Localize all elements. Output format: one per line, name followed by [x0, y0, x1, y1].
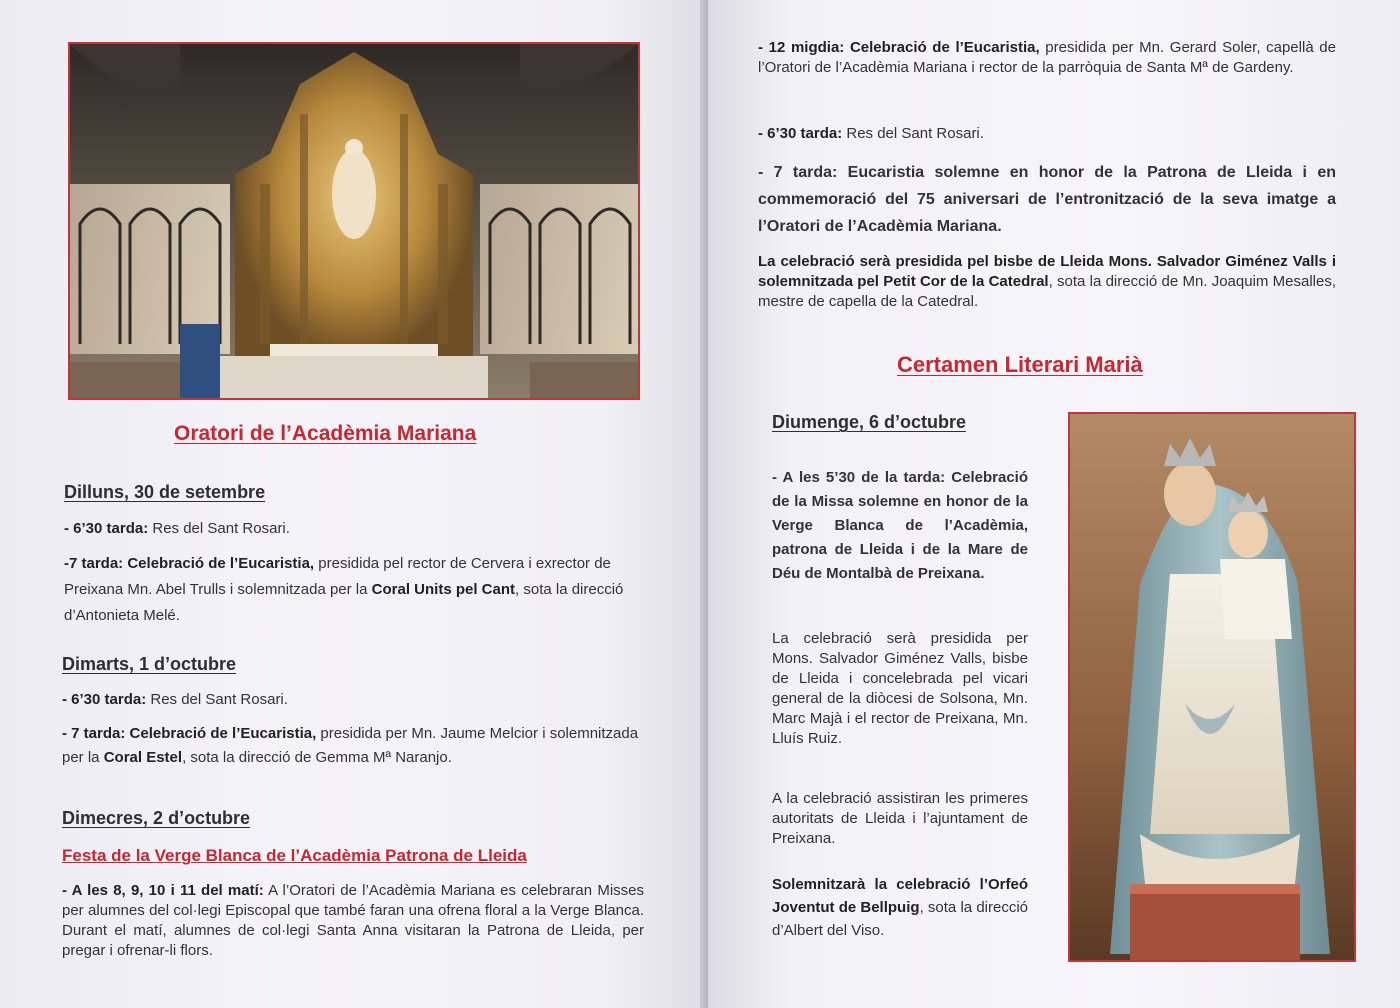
- day-heading-monday: Dilluns, 30 de setembre: [64, 482, 266, 502]
- noon-eucharist: - 12 migdia: Celebració de l’Eucaristia, presidida per Mn. Gerard Soler, capellà de l’Oratori de l’Acadèmia Mariana i rector de la parròquia de Santa Mª de Gardeny.: [758, 39, 1336, 76]
- choir-name: Coral Estel: [103, 749, 183, 766]
- right-page: [708, 0, 1400, 1008]
- festa-subtitle: Festa de la Verge Blanca de l’Acadèmia Patrona de Lleida: [62, 846, 527, 865]
- solemn-eucharist: - 7 tarda: Eucaristia solemne en honor de la Patrona de Lleida i en commemoració del 75 aniversari de l’entronització de la seva imatge a l’Oratori de l’Acadèmia Mariana.: [758, 164, 1336, 235]
- tuesday-eucharist: - 7 tarda: Celebració de l’Eucaristia, presidida per Mn. Jaume Melcior i solemnitzada per la Coral Estel, sota la direcció de Gemma Mª Naranjo.: [62, 725, 639, 766]
- time-label: - 6’30 tarda:: [758, 125, 843, 142]
- sunday-mass: - A les 5’30 de la tarda: Celebració de la Missa solemne en honor de la Verge Blanca de l’Acadèmia, patrona de Lleida i de la Mare de Déu de Montalbà de Preixana.: [772, 469, 1028, 582]
- day-heading-tuesday: Dimarts, 1 d’octubre: [62, 654, 237, 674]
- time-label: - 12 migdia: Celebració de l’Eucaristia,: [758, 39, 1040, 56]
- time-label: - A les 8, 9, 10 i 11 del matí:: [62, 882, 264, 899]
- celebration-info: La celebració serà presidida per Mons. Salvador Giménez Valls, bisbe de Lleida i concelebrada pel vicari general de la diòcesi de Solsona, Mn. Marc Majà i el rector de Preixana, Mn. Lluís Ruiz.: [772, 630, 1028, 747]
- time-label: -7 tarda: Celebració de l’Eucaristia,: [64, 555, 315, 572]
- evening-rosary: - 6’30 tarda: Res del Sant Rosari.: [758, 125, 984, 142]
- time-label: - 7 tarda: Celebració de l’Eucaristia,: [62, 725, 317, 742]
- virgin-statue-photo: [1068, 412, 1356, 962]
- oratori-title: Oratori de l’Acadèmia Mariana: [174, 422, 477, 445]
- time-label: - 6’30 tarda:: [62, 691, 147, 708]
- authorities-info: A la celebració assistiran les primeres autoritats de Lleida i l’ajuntament de Preixana.: [772, 790, 1028, 847]
- time-label: - 7 tarda:: [758, 164, 838, 181]
- monday-rosary: - 6’30 tarda: Res del Sant Rosari.: [64, 520, 290, 537]
- choir-info: Solemnitzarà la celebració l’Orfeó Joventut de Bellpuig, sota la direcció d’Albert del Viso.: [772, 876, 1029, 939]
- presided-note: La celebració serà presidida pel bisbe de Lleida Mons. Salvador Giménez Valls i solemnitzada pel Petit Cor de la Catedral, sota la direcció de Mn. Joaquim Mesalles, mestre de capella de la Catedral.: [758, 253, 1337, 310]
- altar-photo: [68, 42, 640, 400]
- tuesday-rosary: - 6’30 tarda: Res del Sant Rosari.: [62, 691, 288, 708]
- choir-name: Coral Units pel Cant: [371, 581, 516, 598]
- day-heading-sunday: Diumenge, 6 d’octubre: [772, 412, 967, 432]
- wednesday-masses: - A les 8, 9, 10 i 11 del matí: A l’Oratori de l’Acadèmia Mariana es celebraran Misses per alumnes del col·legi Episcopal que també faran una ofrena floral a la Verge Blanca. Durant el matí, alumnes de col·legi Santa Anna visitaran la Patrona de Lleida, per pregar i ofrenar-li flors.: [62, 882, 644, 959]
- day-heading-wednesday: Dimecres, 2 d’octubre: [62, 808, 251, 828]
- certamen-title: Certamen Literari Marià: [897, 352, 1143, 377]
- monday-eucharist: -7 tarda: Celebració de l’Eucaristia, presidida pel rector de Cervera i exrector de Preixana Mn. Abel Trulls i solemnitzada per la Coral Units pel Cant, sota la direcció d’Antonieta Melé.: [64, 555, 624, 624]
- time-label: - 6’30 tarda:: [64, 520, 149, 537]
